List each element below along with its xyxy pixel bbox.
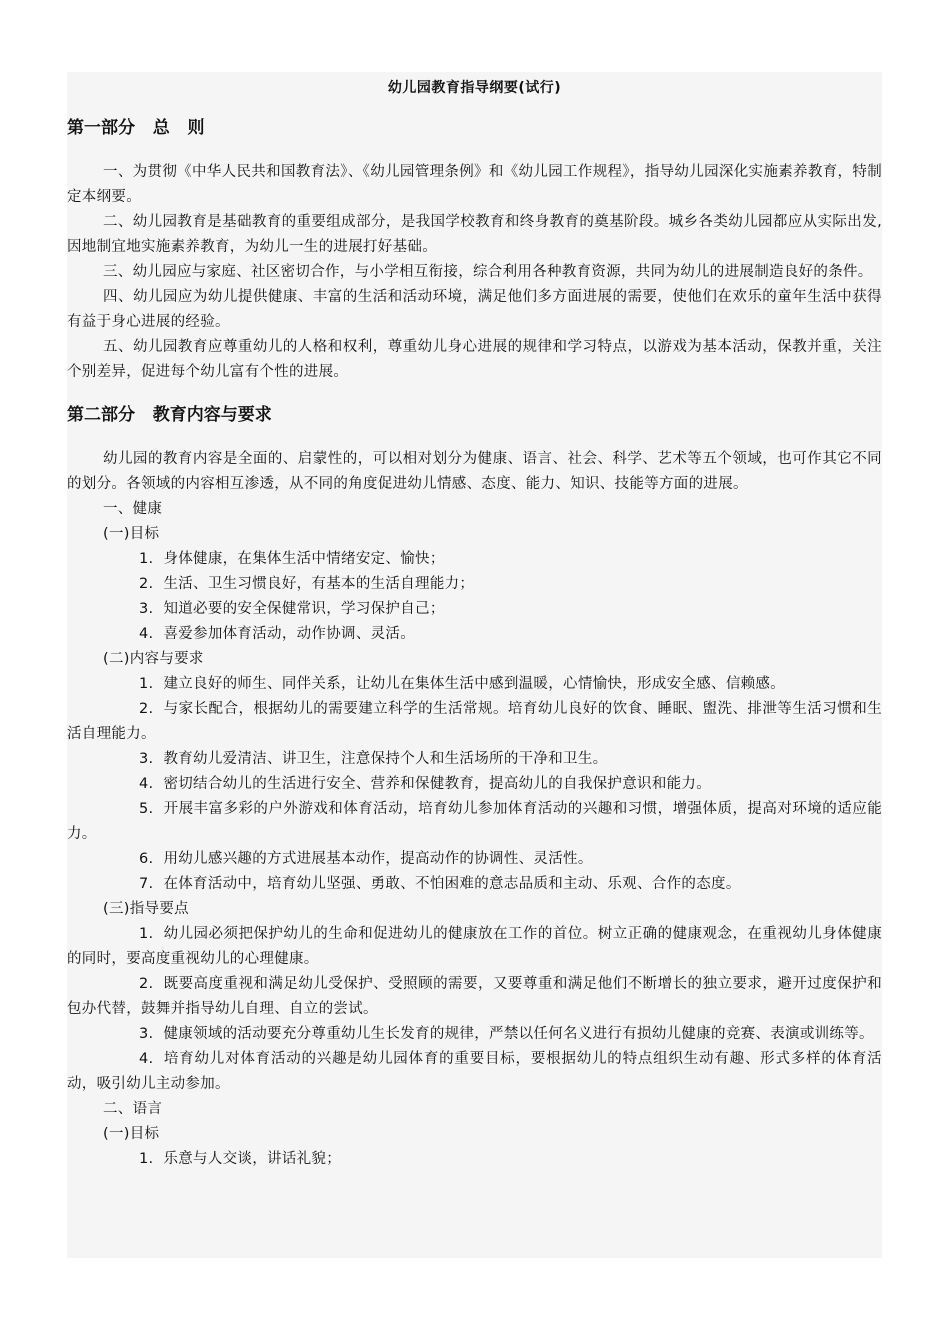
item-text: 既要高度重视和满足幼儿受保护、受照顾的需要，又要尊重和满足他们不断增长的独立要求，避开过度保护和包办代替，鼓舞并指导幼儿自理、自立的尝试。 bbox=[67, 976, 882, 1017]
document-title: 幼儿园教育指导纲要(试行) bbox=[387, 80, 562, 96]
list-item bbox=[67, 747, 882, 772]
item-number: 2. bbox=[139, 701, 154, 717]
list-item bbox=[67, 697, 882, 747]
part1-paragraph: 五、幼儿园教育应尊重幼儿的人格和权利，尊重幼儿身心进展的规律和学习特点，以游戏为基本活动，保教并重，关注个别差异，促进每个幼儿富有个性的进展。 bbox=[67, 339, 882, 380]
list-item bbox=[67, 597, 882, 622]
item-text: 建立良好的师生、同伴关系，让幼儿在集体生活中感到温暖，心情愉快，形成安全感、信赖感。 bbox=[163, 676, 786, 692]
item-number: 2. bbox=[139, 976, 154, 992]
item-text: 密切结合幼儿的生活进行安全、营养和保健教育，提高幼儿的自我保护意识和能力。 bbox=[163, 776, 712, 792]
list-item bbox=[67, 547, 882, 572]
list-item bbox=[67, 797, 882, 847]
item-text: 乐意与人交谈，讲话礼貌； bbox=[163, 1151, 342, 1167]
health-guide-heading: (三)指导要点 bbox=[103, 901, 189, 917]
part1-paragraph: 四、幼儿园应为幼儿提供健康、丰富的生活和活动环境，满足他们多方面进展的需要，使他们在欢乐的童年生活中获得有益于身心进展的经验。 bbox=[67, 289, 882, 330]
item-text: 幼儿园必须把保护幼儿的生命和促进幼儿的健康放在工作的首位。树立正确的健康观念，在重视幼儿身体健康的同时，要高度重视幼儿的心理健康。 bbox=[67, 926, 882, 967]
item-text: 知道必要的安全保健常识，学习保护自己； bbox=[163, 601, 445, 617]
list-item bbox=[67, 847, 882, 872]
item-number: 3. bbox=[139, 1026, 154, 1042]
item-number: 1. bbox=[139, 1151, 154, 1167]
item-text: 用幼儿感兴趣的方式进展基本动作，提高动作的协调性、灵活性。 bbox=[163, 851, 593, 867]
item-text: 与家长配合，根据幼儿的需要建立科学的生活常规。培育幼儿良好的饮食、睡眠、盥洗、排泄等生活习惯和生活自理能力。 bbox=[67, 701, 882, 742]
list-item bbox=[67, 572, 882, 597]
list-item bbox=[67, 622, 882, 647]
language-goals-heading: (一)目标 bbox=[103, 1126, 160, 1142]
item-number: 3. bbox=[139, 751, 154, 767]
document-page bbox=[67, 72, 882, 1258]
item-text: 在体育活动中，培育幼儿坚强、勇敢、不怕困难的意志品质和主动、乐观、合作的态度。 bbox=[163, 876, 741, 892]
item-number: 1. bbox=[139, 551, 154, 567]
item-text: 健康领域的活动要充分尊重幼儿生长发育的规律，严禁以任何名义进行有损幼儿健康的竞赛、表演或训练等。 bbox=[163, 1026, 874, 1042]
item-text: 培育幼儿对体育活动的兴趣是幼儿园体育的重要目标，要根据幼儿的特点组织生动有趣、形式多样的体育活动，吸引幼儿主动参加。 bbox=[67, 1051, 882, 1092]
item-text: 教育幼儿爱清洁、讲卫生，注意保持个人和生活场所的干净和卫生。 bbox=[163, 751, 608, 767]
list-item bbox=[67, 922, 882, 972]
item-text: 生活、卫生习惯良好，有基本的生活自理能力； bbox=[163, 576, 475, 592]
list-item bbox=[67, 1047, 882, 1097]
part1-heading: 第一部分 总 则 bbox=[67, 118, 205, 138]
health-goals-heading: (一)目标 bbox=[103, 526, 160, 542]
part2-intro: 幼儿园的教育内容是全面的、启蒙性的，可以相对划分为健康、语言、社会、科学、艺术等五个领域，也可作其它不同的划分。各领域的内容相互渗透，从不同的角度促进幼儿情感、态度、能力、知识、技能等方面的进展。 bbox=[67, 451, 882, 492]
part1-paragraph: 二、幼儿园教育是基础教育的重要组成部分，是我国学校教育和终身教育的奠基阶段。城乡各类幼儿园都应从实际出发,因地制宜地实施素养教育，为幼儿一生的进展打好基础。 bbox=[67, 214, 882, 255]
item-text: 开展丰富多彩的户外游戏和体育活动，培育幼儿参加体育活动的兴趣和习惯，增强体质，提高对环境的适应能力。 bbox=[67, 801, 882, 842]
item-text: 喜爱参加体育活动，动作协调、灵活。 bbox=[163, 626, 416, 642]
list-item bbox=[67, 1147, 882, 1172]
list-item bbox=[67, 872, 882, 897]
item-number: 7. bbox=[139, 876, 154, 892]
item-number: 1. bbox=[139, 676, 154, 692]
list-item bbox=[67, 972, 882, 1022]
part1-paragraph: 三、幼儿园应与家庭、社区密切合作，与小学相互衔接，综合利用各种教育资源，共同为幼儿的进展制造良好的条件。 bbox=[103, 264, 873, 280]
list-item bbox=[67, 1022, 882, 1047]
part2-heading: 第二部分 教育内容与要求 bbox=[67, 405, 272, 425]
item-number: 5. bbox=[139, 801, 154, 817]
item-number: 4. bbox=[139, 1051, 154, 1067]
item-number: 3. bbox=[139, 601, 154, 617]
item-number: 4. bbox=[139, 776, 154, 792]
part1-paragraph: 一、为贯彻《中华人民共和国教育法》、《幼儿园管理条例》和《幼儿园工作规程》，指导幼儿园深化实施素养教育，特制定本纲要。 bbox=[67, 164, 882, 205]
item-number: 1. bbox=[139, 926, 154, 942]
health-content-heading: (二)内容与要求 bbox=[103, 651, 204, 667]
health-heading: 一、健康 bbox=[103, 501, 163, 517]
item-number: 2. bbox=[139, 576, 154, 592]
item-text: 身体健康，在集体生活中情绪安定、愉快； bbox=[163, 551, 445, 567]
item-number: 6. bbox=[139, 851, 154, 867]
language-heading: 二、语言 bbox=[103, 1101, 163, 1117]
list-item bbox=[67, 672, 882, 697]
item-number: 4. bbox=[139, 626, 154, 642]
list-item bbox=[67, 772, 882, 797]
